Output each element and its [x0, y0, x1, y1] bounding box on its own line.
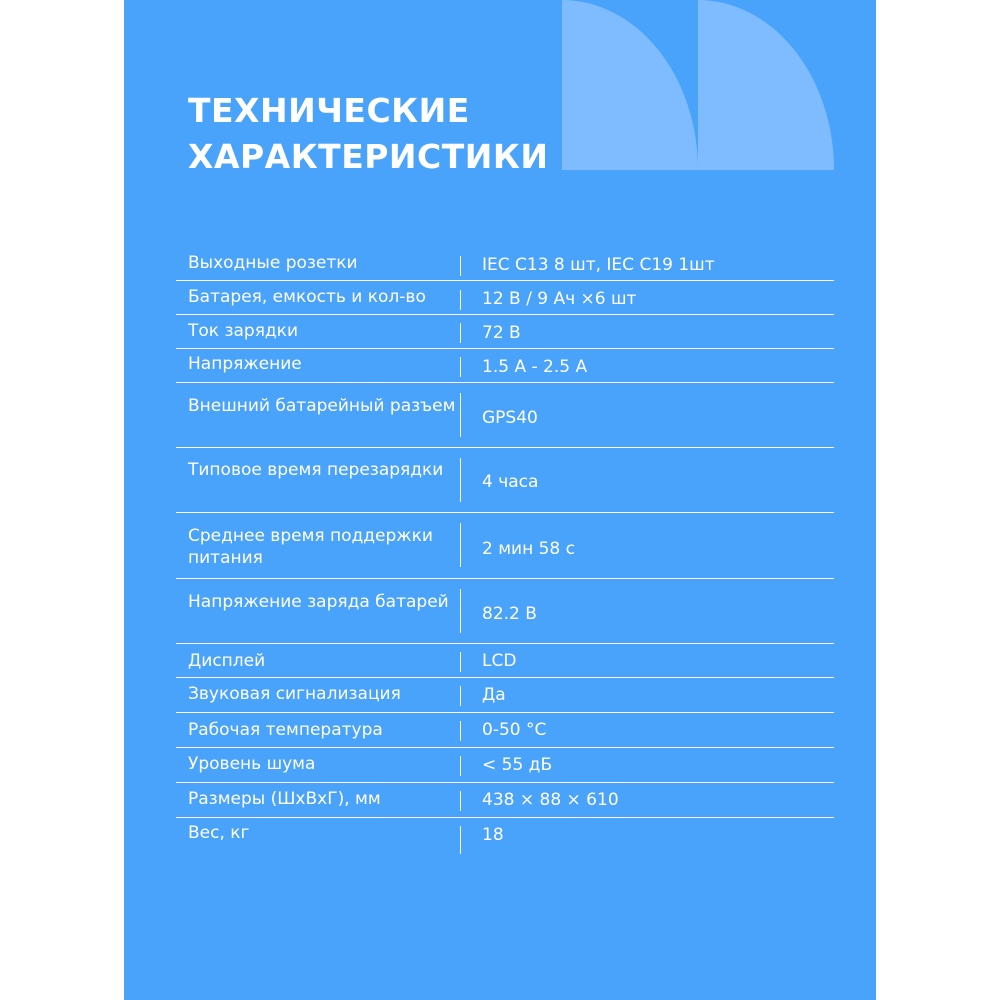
spec-row — [176, 579, 834, 644]
column-divider — [460, 721, 461, 741]
spec-table — [176, 246, 834, 858]
spec-label: Напряжение заряда батарей — [188, 592, 449, 612]
spec-value: < 55 дБ — [482, 755, 553, 775]
spec-label: Батарея, емкость и кол-во — [188, 287, 426, 307]
page-title — [188, 88, 548, 180]
column-divider — [460, 393, 461, 437]
column-divider — [460, 791, 461, 811]
column-divider — [460, 652, 461, 672]
spec-row — [176, 246, 834, 281]
column-divider — [460, 686, 461, 706]
spec-row — [176, 818, 834, 858]
column-divider — [460, 756, 461, 776]
column-divider — [460, 357, 461, 377]
spec-value: 72 В — [482, 323, 521, 343]
spec-row — [176, 281, 834, 315]
spec-row — [176, 678, 834, 713]
spec-value: 4 часа — [482, 472, 539, 492]
spec-row — [176, 513, 834, 579]
quote-mark-icon — [562, 0, 698, 170]
column-divider — [460, 826, 461, 854]
spec-value: 82.2 В — [482, 604, 537, 624]
spec-label: Напряжение — [188, 354, 302, 374]
spec-label: Вес, кг — [188, 823, 250, 843]
spec-row — [176, 644, 834, 678]
spec-row — [176, 448, 834, 513]
spec-label: Среднее время поддержки питания — [188, 526, 433, 568]
spec-card — [124, 0, 876, 1000]
spec-value: 0-50 °C — [482, 720, 547, 740]
spec-value: IEC C13 8 шт, IEC C19 1шт — [482, 255, 715, 275]
spec-value: 2 мин 58 с — [482, 539, 575, 559]
page-title-line-1: ТЕХНИЧЕСКИЕ — [188, 91, 470, 130]
column-divider — [460, 458, 461, 502]
spec-label: Уровень шума — [188, 754, 316, 774]
spec-value: Да — [482, 685, 506, 705]
spec-label: Звуковая сигнализация — [188, 684, 401, 704]
spec-value: 1.5 А - 2.5 А — [482, 357, 588, 377]
spec-value: 438 × 88 × 610 — [482, 790, 619, 810]
spec-label: Ток зарядки — [188, 321, 299, 341]
column-divider — [460, 589, 461, 633]
quote-mark-icon — [698, 0, 834, 170]
column-divider — [460, 256, 461, 276]
spec-label: Внешний батарейный разъем — [188, 396, 456, 416]
spec-value: 18 — [482, 825, 504, 845]
spec-value: LCD — [482, 651, 517, 671]
spec-label: Рабочая температура — [188, 720, 383, 740]
spec-row — [176, 748, 834, 783]
spec-row — [176, 349, 834, 383]
spec-label: Дисплей — [188, 651, 266, 671]
column-divider — [460, 290, 461, 310]
spec-value: 12 В / 9 Ач ×6 шт — [482, 289, 637, 309]
spec-label: Выходные розетки — [188, 253, 358, 273]
column-divider — [460, 323, 461, 343]
column-divider — [460, 523, 461, 567]
spec-row — [176, 783, 834, 818]
spec-value: GPS40 — [482, 408, 538, 428]
spec-label: Типовое время перезарядки — [188, 460, 444, 480]
spec-label: Размеры (ШхВхГ), мм — [188, 789, 381, 809]
spec-row — [176, 315, 834, 349]
spec-row — [176, 383, 834, 448]
spec-row — [176, 713, 834, 748]
page-title-line-2: ХАРАКТЕРИСТИКИ — [188, 137, 549, 176]
